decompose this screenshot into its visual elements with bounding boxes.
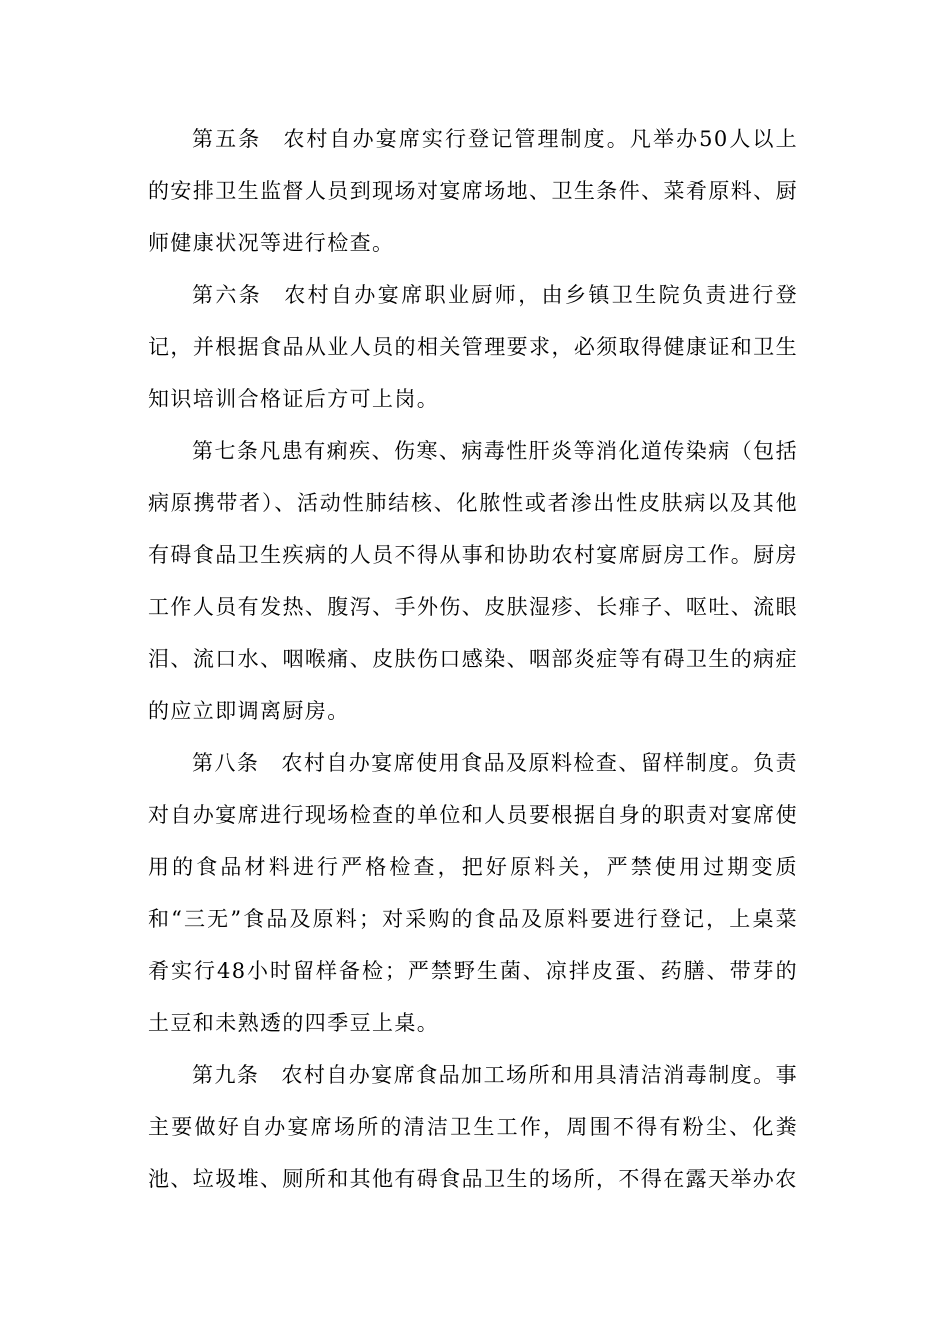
article-9-paragraph: [148, 1049, 798, 1205]
article-heading: 第五条: [192, 127, 262, 151]
article-text: 第七条凡患有痢疾、伤寒、病毒性肝炎等消化道传染病（包括病原携带者）、活动性肺结核、化脓性或者渗出性皮肤病以及其他有碍食品卫生疾病的人员不得从事和协助农村宴席厨房工作。厨房工作人员有发热、腹泻、手外伤、皮肤湿疹、长痱子、呕吐、流眼泪、流口水、咽喉痛、皮肤伤口感染、咽部炎症等有碍卫生的病症的应立即调离厨房。: [148, 439, 798, 723]
article-heading: 第九条: [192, 1063, 260, 1087]
article-text: 农村自办宴席职业厨师，由乡镇卫生院负责进行登记，并根据食品从业人员的相关管理要求，必须取得健康证和卫生知识培训合格证后方可上岗。: [148, 283, 798, 411]
article-text: 农村自办宴席实行登记管理制度。凡举办50人以上的安排卫生监督人员到现场对宴席场地、卫生条件、菜肴原料、厨师健康状况等进行检查。: [148, 127, 798, 255]
article-heading: 第八条: [192, 751, 260, 775]
article-6-paragraph: [148, 269, 798, 425]
article-text: 农村自办宴席使用食品及原料检查、留样制度。负责对自办宴席进行现场检查的单位和人员要根据自身的职责对宴席使用的食品材料进行严格检查，把好原料关，严禁使用过期变质和“三无”食品及原料；对采购的食品及原料要进行登记，上桌菜肴实行48小时留样备检；严禁野生菌、凉拌皮蛋、药膳、带芽的土豆和未熟透的四季豆上桌。: [148, 751, 799, 1035]
document-body: [148, 113, 798, 1205]
article-heading: 第六条: [192, 283, 263, 307]
article-text: 农村自办宴席食品加工场所和用具清洁消毒制度。事主要做好自办宴席场所的清洁卫生工作，周围不得有粉尘、化粪池、垃圾堆、厕所和其他有碍食品卫生的场所，不得在露天举办农: [148, 1063, 799, 1191]
article-5-paragraph: [148, 113, 798, 269]
article-7-paragraph: [148, 425, 798, 737]
article-8-paragraph: [148, 737, 798, 1049]
